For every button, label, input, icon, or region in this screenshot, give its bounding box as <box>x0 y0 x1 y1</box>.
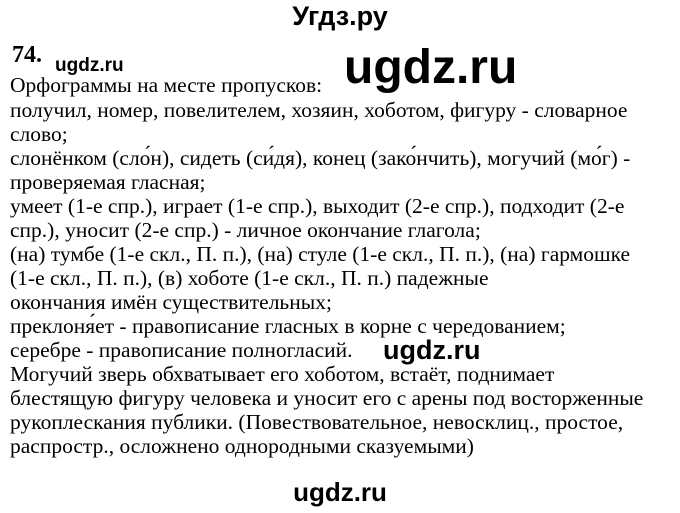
solution-line: получил, номер, повелителем, хозяин, хоботом, фигуру - словарное <box>10 98 628 122</box>
solution-line: блестящую фигуру человека и уносит его с арены под восторженные <box>10 386 644 410</box>
solution-line: (на) тумбе (1-е скл., П. п.), (на) стуле (1-е скл., П. п.), (на) гармошке <box>10 242 631 266</box>
watermark-bottom: ugdz.ru <box>293 477 387 507</box>
solution-intro: Орфограммы на месте пропусков: <box>10 73 323 97</box>
site-logo: Угдз.ру <box>292 1 388 31</box>
watermark-inline-large: ugdz.ru <box>344 41 518 94</box>
exercise-number: 74. <box>12 42 42 68</box>
solution-line: спр.), уносит (2-е спр.) - личное окончание глагола; <box>10 218 481 242</box>
solution-body <box>10 98 678 458</box>
solution-line: проверяемая гласная; <box>10 170 206 194</box>
solution-line: преклоня́ет - правописание гласных в корне с чередованием; <box>10 314 566 338</box>
solution-line: серебре - правописание полногласий. <box>10 338 353 362</box>
watermark-top-small: ugdz.ru <box>55 55 124 76</box>
solution-line: (1-е скл., П. п.), (в) хоботе (1-е скл., П. п.) падежные <box>10 266 489 290</box>
solution-line: слонёнком (сло́н), сидеть (си́дя), конец (зако́нчить), могучий (мо́г) - <box>10 146 631 170</box>
watermark-inline-medium: ugdz.ru <box>383 335 481 365</box>
solution-line: рукоплескания публики. (Повествовательное, невосклиц., простое, <box>10 410 624 434</box>
solution-line: распростр., осложнено однородными сказуемыми) <box>10 434 474 458</box>
solution-line: Могучий зверь обхватывает его хоботом, встаёт, поднимает <box>10 362 555 386</box>
solution-line: умеет (1-е спр.), играет (1-е спр.), выходит (2-е спр.), подходит (2-е <box>10 194 625 218</box>
solution-line: окончания имён существительных; <box>10 290 332 314</box>
solution-line: слово; <box>10 122 68 146</box>
